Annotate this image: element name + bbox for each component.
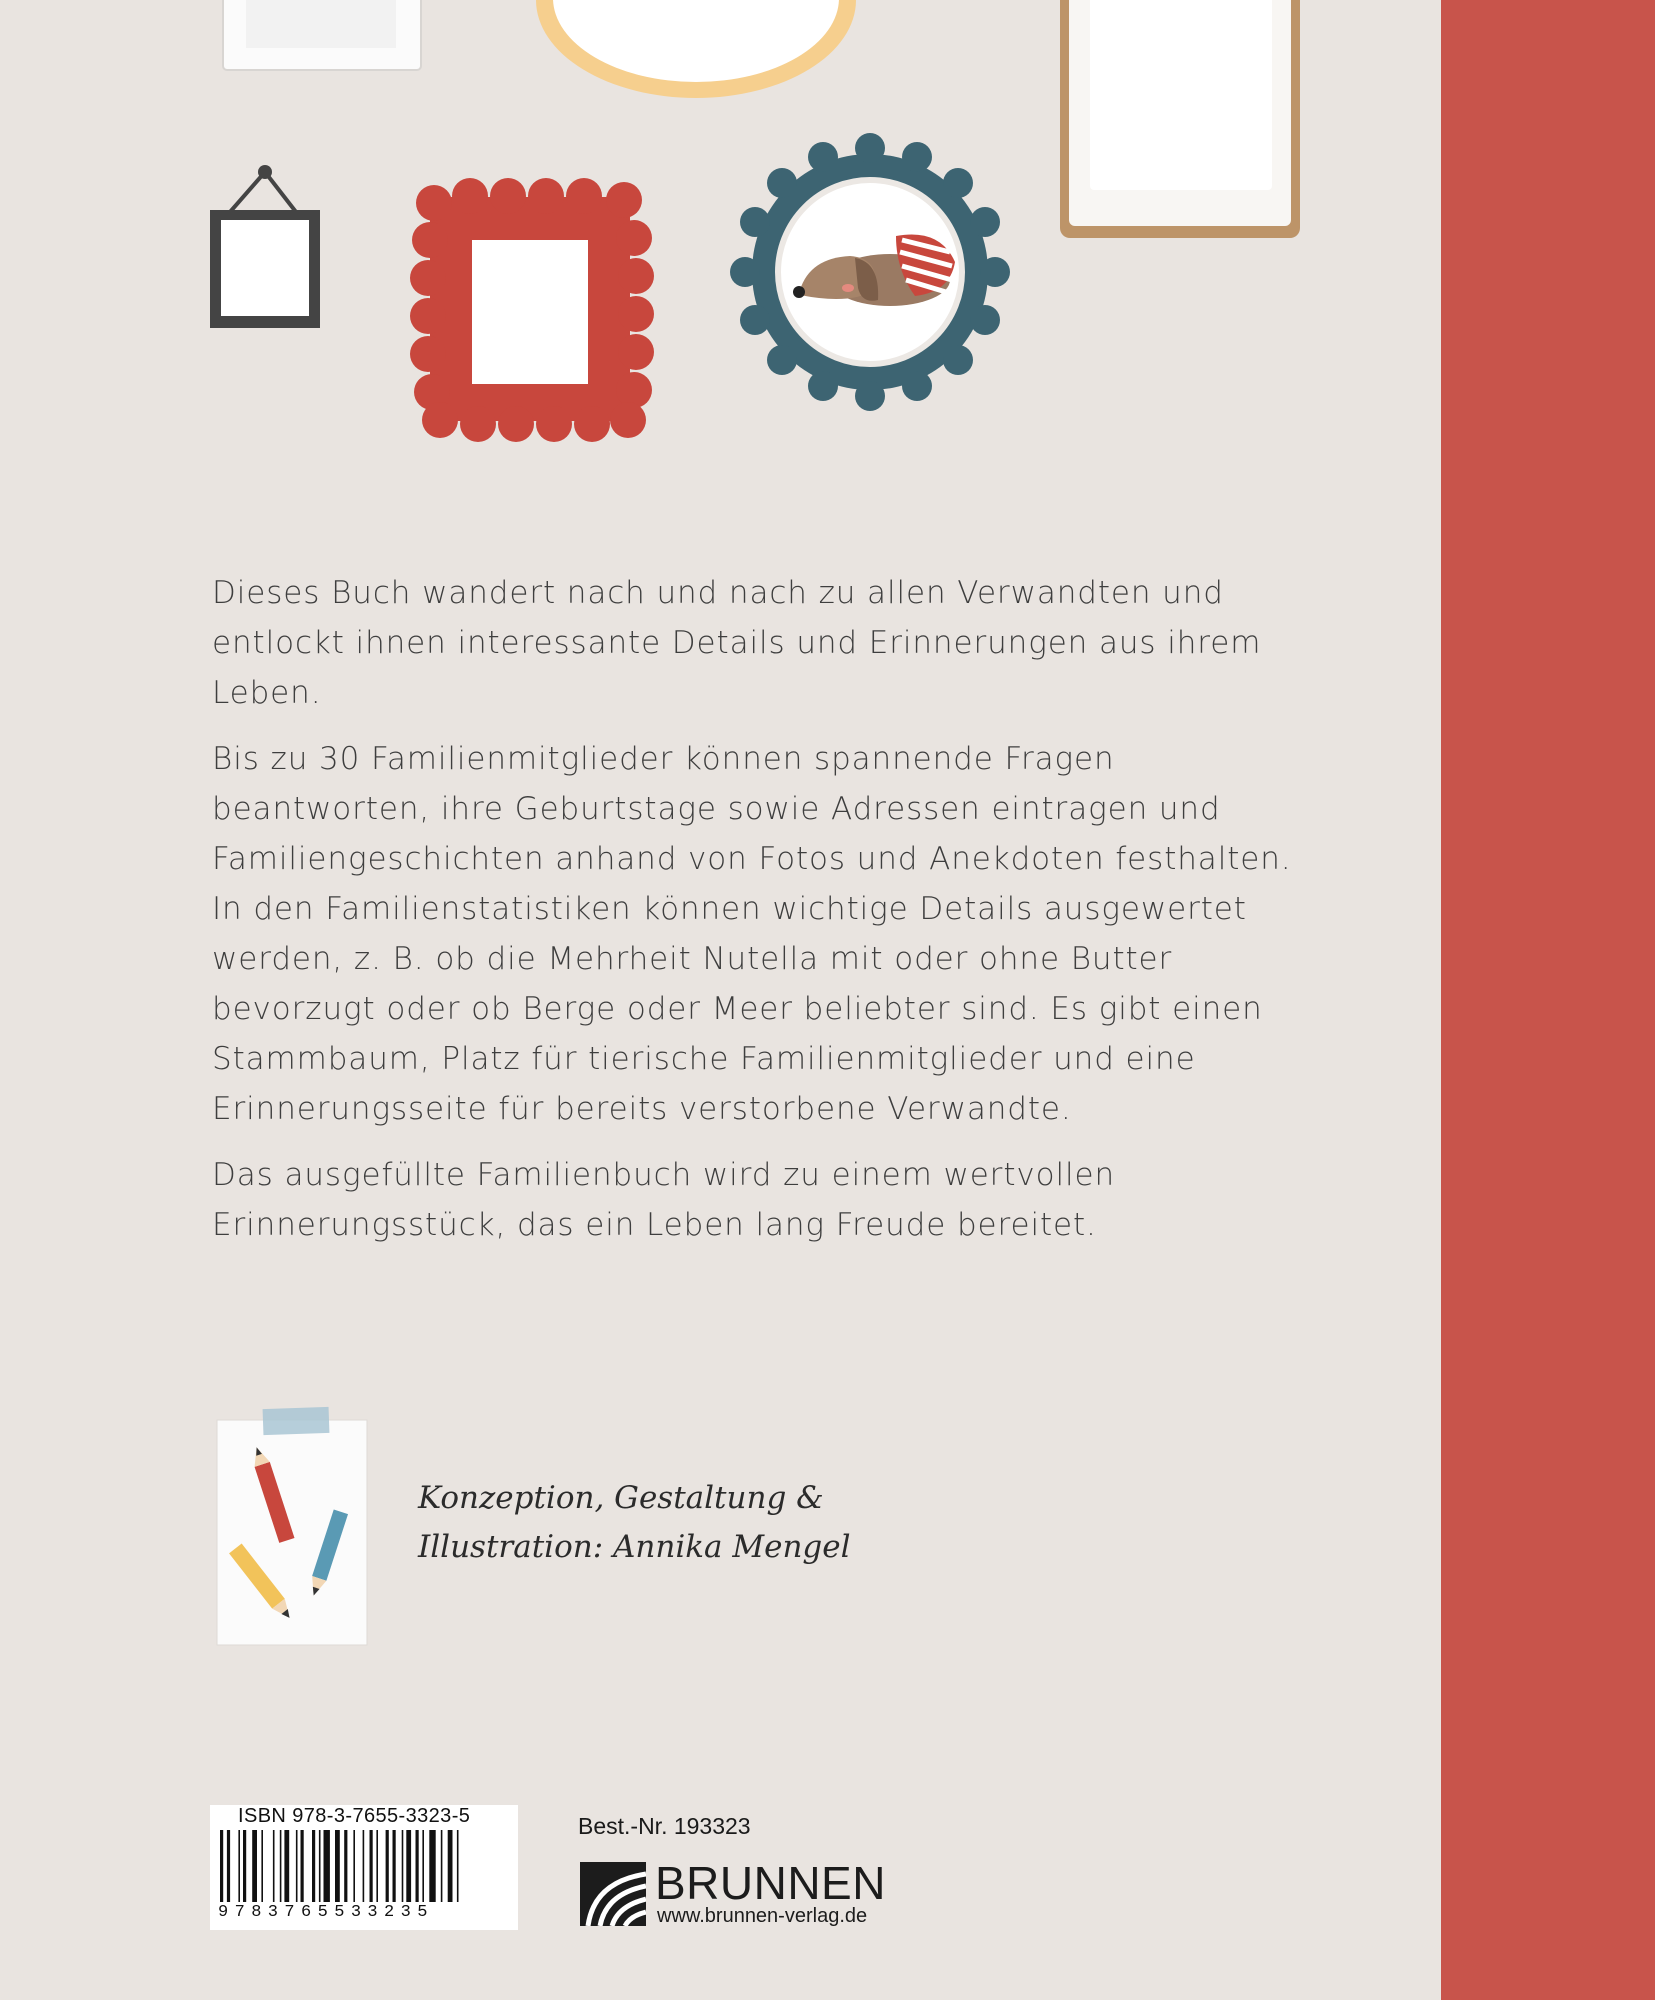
teal-round-frame xyxy=(730,133,1010,411)
order-number: Best.-Nr. 193323 xyxy=(578,1813,751,1839)
blurb-paragraph-1: Dieses Buch wandert nach und nach zu allen Verwandten und entlockt ihnen interessante Details und Erinnerungen aus ihrem Leben. xyxy=(212,575,1262,711)
white-frame xyxy=(223,0,421,70)
credits-line-2: Illustration: Annika Mengel xyxy=(418,1529,851,1565)
credits-line-1: Konzeption, Gestaltung & xyxy=(418,1480,824,1516)
wooden-frame xyxy=(1060,0,1300,238)
barcode-digits: 9783765533235 xyxy=(218,1903,434,1922)
blurb-text xyxy=(212,568,1332,1266)
dark-hanging-frame xyxy=(210,165,320,328)
picture-frames-illustration xyxy=(0,0,1441,480)
publisher-url: www.brunnen-verlag.de xyxy=(657,1905,868,1927)
isbn-barcode xyxy=(210,1805,518,1930)
pencils-note-illustration xyxy=(205,1400,385,1660)
brunnen-logo-icon xyxy=(580,1862,646,1926)
credits xyxy=(418,1474,1038,1572)
yellow-oval-frame xyxy=(536,0,856,98)
barcode-bars xyxy=(214,1830,514,1904)
red-scalloped-frame xyxy=(410,178,654,442)
publisher-name: BRUNNEN xyxy=(655,1857,886,1909)
isbn-label: ISBN 978-3-7655-3323-5 xyxy=(238,1805,471,1827)
book-spine-stripe xyxy=(1441,0,1655,2000)
publisher-logo xyxy=(580,1857,920,1930)
blurb-paragraph-3: Das ausgefüllte Familienbuch wird zu einem wertvollen Erinnerungsstück, das ein Leben lang Freude bereitet. xyxy=(212,1157,1116,1243)
blurb-paragraph-2: Bis zu 30 Familienmitglieder können spannende Fragen beantworten, ihre Geburtstage sowie Adressen eintragen und Familiengeschichten anhand von Fotos und Anekdoten festhalten. In den Familienstatistiken können wichtige Details ausgewertet werden, z. B. ob die Mehrheit Nutella mit oder ohne Butter bevorzugt oder ob Berge oder Meer beliebter sind. Es gibt einen Stammbaum, Platz für tierische Familienmitglieder und eine Erinnerungsseite für bereits verstorbene Verwandte. xyxy=(212,741,1292,1127)
